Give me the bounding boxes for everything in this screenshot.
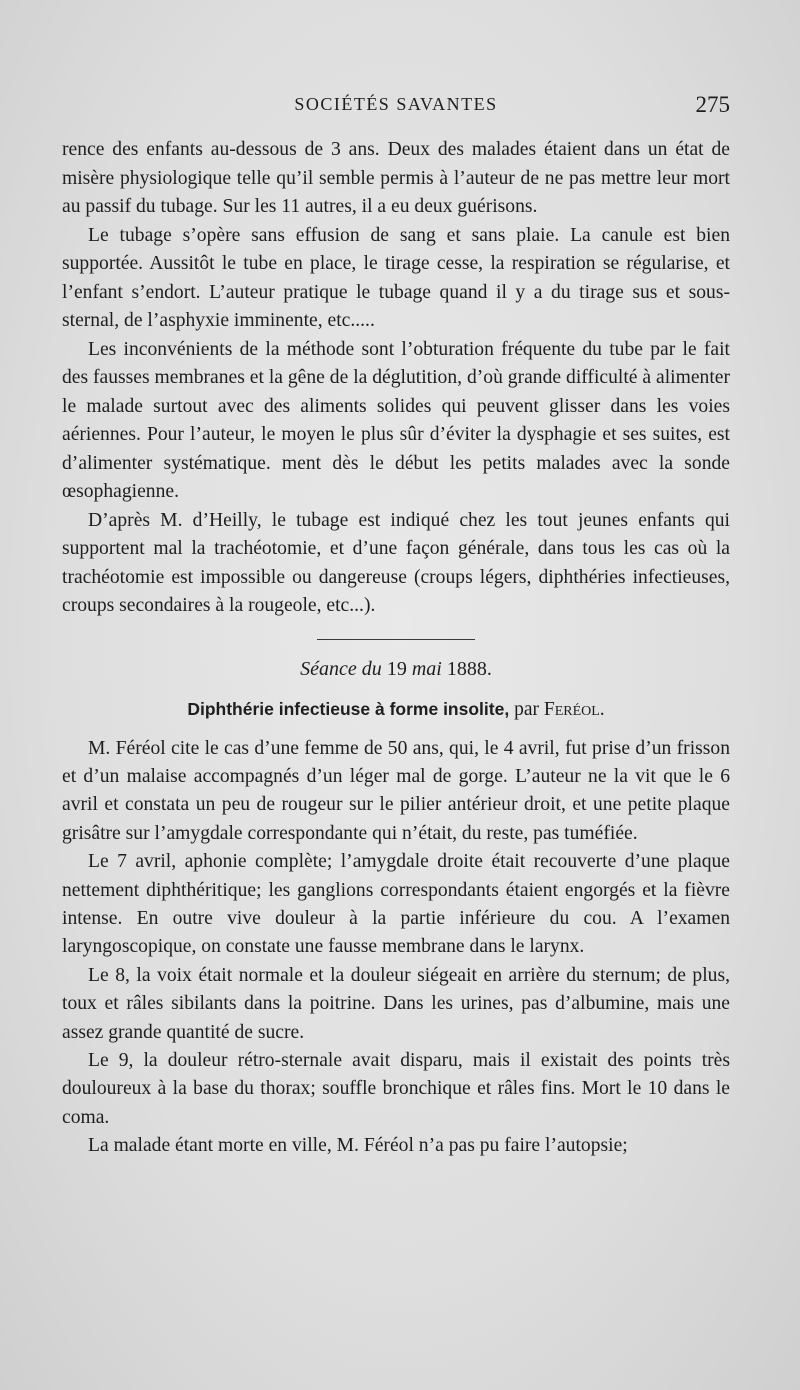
seance-label: Séance du	[300, 657, 382, 680]
paragraph: Le 9, la douleur rétro-sternale avait disparu, mais il existait des points très douloureux à la base du thorax; souffle bronchique et râles fins. Mort le 10 dans le coma.	[62, 1049, 730, 1128]
paragraph: M. Féréol cite le cas d’une femme de 50 ans, qui, le 4 avril, fut prise d’un frisson et d’un malaise accompagnés d’un léger mal de gorge. L’auteur ne la vit que le 6 avril et constata un peu de rougeur sur le pilier antérieur droit, et une petite plaque grisâtre sur l’amygdale correspondante qui n’était, du reste, pas tuméfiée.	[62, 737, 730, 844]
paragraph: La malade étant morte en ville, M. Féréol n’a pas pu faire l’autopsie;	[88, 1135, 628, 1157]
seance-year: 1888.	[446, 657, 492, 680]
article-title	[62, 694, 730, 725]
paragraph: Le 7 avril, aphonie complète; l’amygdale droite était recouverte d’une plaque nettement diphthéritique; les ganglions correspondants étaient engorgés et la fièvre intense. En outre vive douleur à la partie inférieure du cou. A l’examen laryngoscopique, on constate une fausse membrane dans le larynx.	[62, 851, 730, 958]
paragraph: Les inconvénients de la méthode sont l’obturation fréquente du tube par le fait des fausses membranes et la gêne de la déglutition, d’où grande difficulté à alimenter le malade surtout avec des aliments solides qui peuvent glisser dans les voies aériennes. Pour l’auteur, le moyen le plus sûr d’éviter la dysphagie et ses suites, est d’alimenter systématique. ment dès le début les petits malades avec la sonde œsophagienne.	[62, 338, 730, 502]
running-head: SOCIÉTÉS SAVANTES	[294, 94, 498, 114]
article-author: Feréol.	[543, 698, 605, 720]
seance-heading	[62, 654, 730, 684]
seance-day: 19	[386, 657, 407, 680]
paragraph: Le tubage s’opère sans effusion de sang et sans plaie. La canule est bien supportée. Aussitôt le tube en place, le tirage cesse, la respiration se régularise, et l’enfant s’endort. L’auteur pratique le tubage quand il y a du tirage sus et sous-sternal, de l’asphyxie imminente, etc.....	[62, 224, 730, 331]
page-header	[62, 92, 730, 122]
seance-month: mai	[411, 657, 442, 680]
page-number: 275	[695, 92, 730, 117]
article-title-text: Diphthérie infectieuse à forme insolite,	[187, 698, 510, 719]
paragraph: Le 8, la voix était normale et la douleur siégeait en arrière du sternum; de plus, toux et râles sibilants dans la poitrine. Dans les urines, pas d’albumine, mais une assez grande quantité de sucre.	[62, 964, 730, 1043]
article-by: par	[514, 698, 539, 720]
section-divider	[317, 639, 475, 640]
paragraph: D’après M. d’Heilly, le tubage est indiqué chez les tout jeunes enfants qui supportent mal la trachéotomie, et d’une façon générale, dans tous les cas où la trachéotomie est impossible ou dangereuse (croups légers, diphthéries infectieuses, croups secondaires à la rougeole, etc...).	[62, 509, 730, 616]
paragraph: rence des enfants au-dessous de 3 ans. Deux des malades étaient dans un état de misère physiologique telle qu’il semble permis à l’auteur de ne pas mettre leur mort au passif du tubage. Sur les 11 autres, il a eu deux guérisons.	[62, 139, 730, 217]
body-text	[62, 136, 730, 1161]
article-body	[62, 735, 730, 1161]
